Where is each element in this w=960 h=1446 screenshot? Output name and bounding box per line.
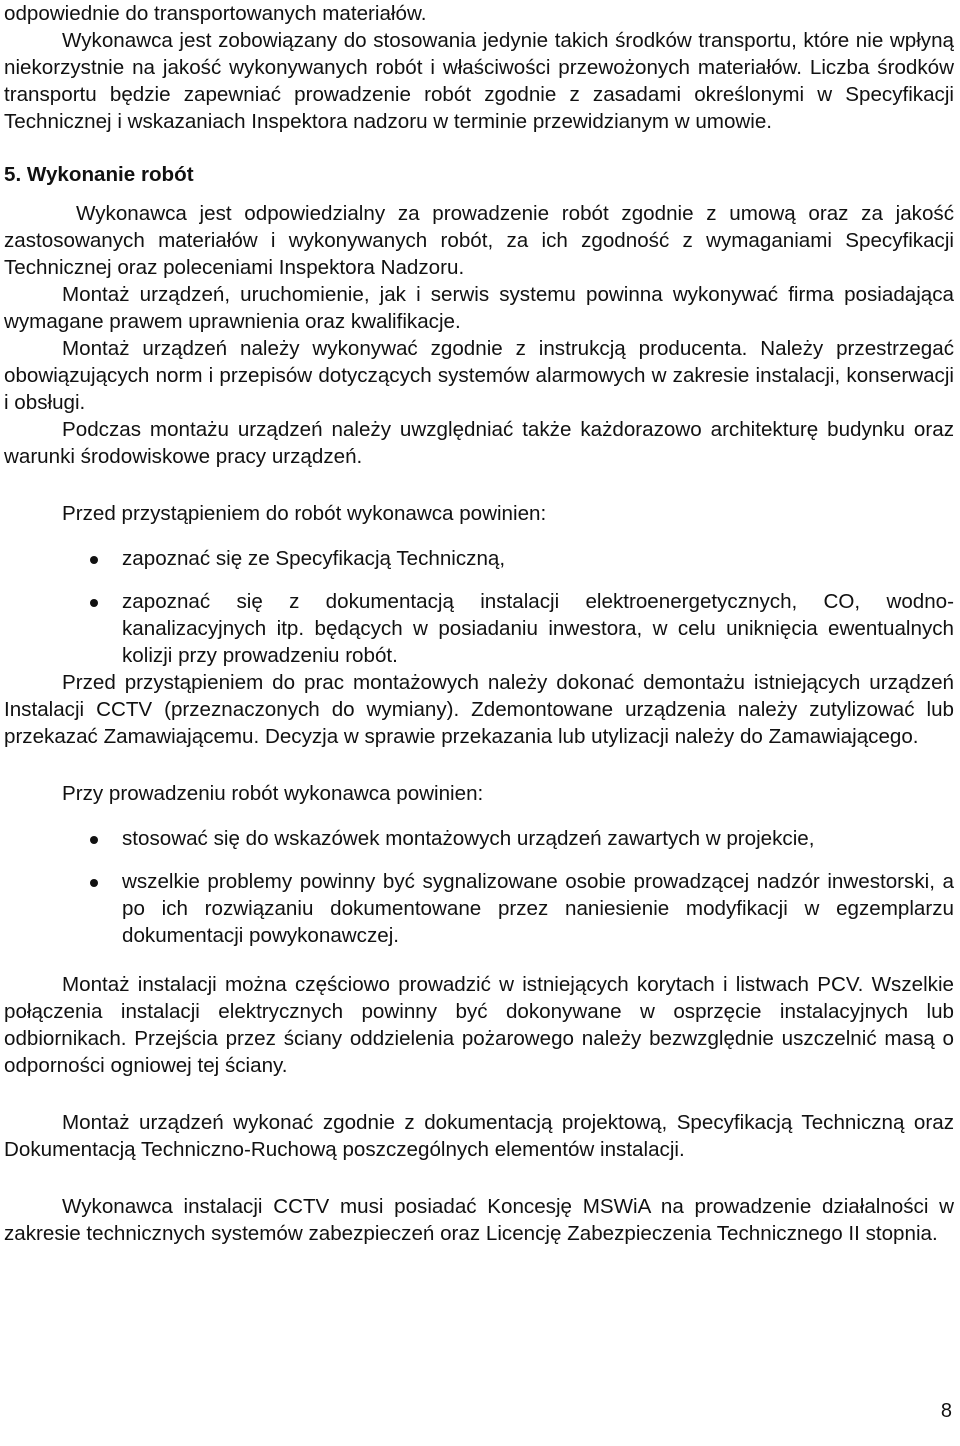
- section-heading-5: 5. Wykonanie robót: [4, 163, 194, 186]
- paragraph-before-works-intro: Przed przystąpieniem do robót wykonawca powinien:: [62, 502, 547, 525]
- list-item: [4, 825, 954, 852]
- list-item-text: stosować się do wskazówek montażowych urządzeń zawartych w projekcie,: [122, 827, 815, 850]
- list-item: [4, 868, 954, 949]
- list-during-works: [4, 825, 954, 949]
- paragraph-design-compliance: Montaż urządzeń wykonać zgodnie z dokumentacją projektową, Specyfikacją Techniczną oraz Dokumentacją Techniczno-Ruchową poszczególnych elementów instalacji.: [4, 1111, 954, 1161]
- bullet-icon: [90, 836, 98, 844]
- list-item-text: zapoznać się z dokumentacją instalacji elektroenergetycznych, CO, wodno-kanalizacyjnych itp. będących w posiadaniu inwestora, w celu uniknięcia ewentualnych kolizji przy prowadzeniu robót.: [122, 590, 954, 667]
- paragraph-manufacturer-instructions: Montaż urządzeń należy wykonywać zgodnie z instrukcją producenta. Należy przestrzegać obowiązujących norm i przepisów dotyczących systemów alarmowych w zakresie instalacji, konserwacji i obsługi.: [4, 337, 954, 414]
- paragraph-installation-pcv: Montaż instalacji można częściowo prowadzić w istniejących korytach i listwach PCV. Wszelkie połączenia instalacji elektrycznych powinny być dokonywane w osprzęcie instalacyjnych lub odbiornikach. Przejścia przez ściany oddzielenia pożarowego należy bezwzględnie uszczelnić masą o odporności ogniowej tej ściany.: [4, 973, 954, 1077]
- bullet-icon: [90, 599, 98, 607]
- list-item: [4, 588, 954, 669]
- paragraph-during-works-intro: Przy prowadzeniu robót wykonawca powinien:: [62, 782, 484, 805]
- list-item: [4, 545, 954, 572]
- paragraph-transport-end: odpowiednie do transportowanych materiałów.: [4, 2, 427, 25]
- bullet-icon: [90, 879, 98, 887]
- document-page: [4, 0, 954, 1247]
- paragraph-architecture: Podczas montażu urządzeń należy uwzględniać także każdorazowo architekturę budynku oraz warunki środowiskowe pracy urządzeń.: [4, 418, 954, 468]
- list-item-text: zapoznać się ze Specyfikacją Techniczną,: [122, 547, 506, 570]
- paragraph-contractor-responsibility: Wykonawca jest odpowiedzialny za prowadzenie robót zgodnie z umową oraz za jakość zastosowanych materiałów i wykonywanych robót, za ich zgodność z wymaganiami Specyfikacji Technicznej oraz poleceniami Inspektora Nadzoru.: [4, 202, 954, 279]
- paragraph-license: Wykonawca instalacji CCTV musi posiadać Koncesję MSWiA na prowadzenie działalności w zakresie technicznych systemów zabezpieczeń oraz Licencję Zabezpieczenia Technicznego II stopnia.: [4, 1195, 954, 1245]
- paragraph-installation-company: Montaż urządzeń, uruchomienie, jak i serwis systemu powinna wykonywać firma posiadająca wymagane prawem uprawnienia oraz kwalifikacje.: [4, 283, 954, 333]
- page-number: 8: [940, 1400, 952, 1422]
- list-before-works: [4, 545, 954, 669]
- paragraph-transport-means: Wykonawca jest zobowiązany do stosowania jedynie takich środków transportu, które nie wpłyną niekorzystnie na jakość wykonywanych robót i właściwości przewożonych materiałów. Liczba środków transportu będzie zapewniać prowadzenie robót zgodnie z zasadami określonymi w Specyfikacji Technicznej i wskazaniach Inspektora nadzoru w terminie przewidzianym w umowie.: [4, 29, 954, 133]
- bullet-icon: [90, 556, 98, 564]
- paragraph-dismantling: Przed przystąpieniem do prac montażowych należy dokonać demontażu istniejących urządzeń Instalacji CCTV (przeznaczonych do wymiany). Zdemontowane urządzenia należy zutylizować lub przekazać Zamawiającemu. Decyzja w sprawie przekazania lub utylizacji należy do Zamawiającego.: [4, 671, 954, 748]
- list-item-text: wszelkie problemy powinny być sygnalizowane osobie prowadzącej nadzór inwestorski, a po ich rozwiązaniu dokumentowane przez naniesienie modyfikacji w egzemplarzu dokumentacji powykonawczej.: [122, 870, 954, 947]
